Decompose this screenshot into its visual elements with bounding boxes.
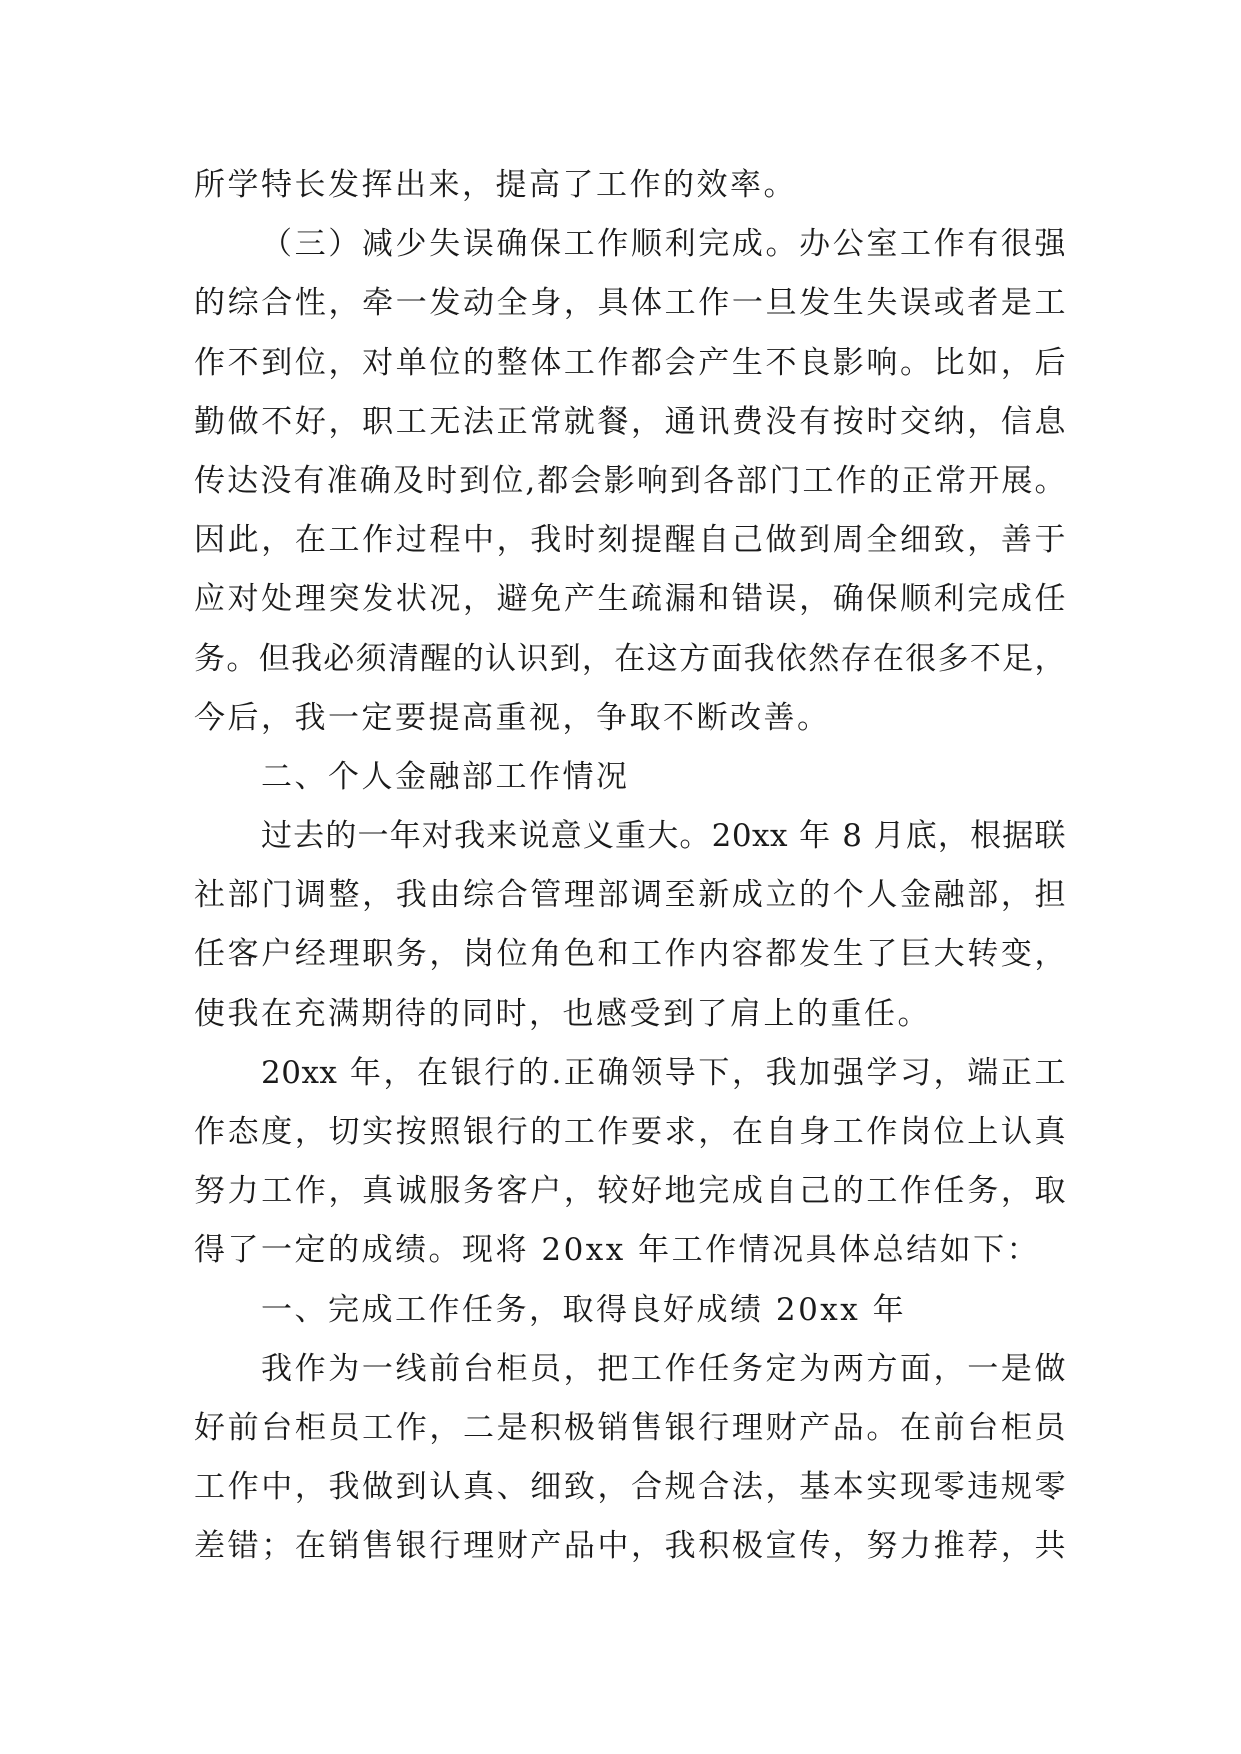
text-line: 因此，在工作过程中，我时刻提醒自己做到周全细致，善于: [194, 522, 1066, 559]
text-line: 今后，我一定要提高重视，争取不断改善。: [194, 699, 831, 736]
text-line: 工作中，我做到认真、细致，合规合法，基本实现零违规零: [194, 1469, 1066, 1506]
paragraph-past-year: [194, 807, 1066, 1044]
paragraph-teller-work: [194, 1340, 1066, 1577]
text-line: 任客户经理职务，岗位角色和工作内容都发生了巨大转变，: [194, 936, 1066, 973]
text-line: 务。但我必须清醒的认识到，在这方面我依然存在很多不足，: [194, 640, 1066, 677]
text-line: 得了一定的成绩。现将 20xx 年工作情况具体总结如下：: [194, 1232, 1041, 1269]
text-line: （三）减少失误确保工作顺利完成。办公室工作有很强: [261, 226, 1066, 263]
text-line: 的综合性，牵一发动全身，具体工作一旦发生失误或者是工: [194, 285, 1066, 322]
heading-line: 二、个人金融部工作情况: [261, 758, 630, 795]
text-line: 过去的一年对我来说意义重大。20xx 年 8 月底，根据联: [261, 818, 1066, 855]
document-body: [194, 156, 1066, 1577]
text-line: 应对处理突发状况，避免产生疏漏和错误，确保顺利完成任: [194, 581, 1066, 618]
section-heading: [194, 748, 1066, 807]
paragraph-annual-summary: [194, 1044, 1066, 1281]
text-line: 差错；在销售银行理财产品中，我积极宣传，努力推荐，共: [194, 1528, 1066, 1565]
text-line: 我作为一线前台柜员，把工作任务定为两方面，一是做: [261, 1350, 1066, 1387]
text-line: 努力工作，真诚服务客户，较好地完成自己的工作任务，取: [194, 1173, 1066, 1210]
text-line: 传达没有准确及时到位,都会影响到各部门工作的正常开展。: [194, 462, 1066, 499]
paragraph-reduce-errors: [194, 215, 1066, 748]
text-line: 勤做不好，职工无法正常就餐，通讯费没有按时交纳，信息: [194, 403, 1066, 440]
text-line: 所学特长发挥出来，提高了工作的效率。: [194, 167, 797, 203]
text-line: 作态度，切实按照银行的工作要求，在自身工作岗位上认真: [194, 1114, 1066, 1150]
heading-line: 一、完成工作任务，取得良好成绩 20xx 年: [261, 1291, 907, 1328]
text-line: 作不到位，对单位的整体工作都会产生不良影响。比如，后: [194, 344, 1066, 381]
text-line: 使我在充满期待的同时，也感受到了肩上的重任。: [194, 995, 931, 1032]
text-line: 社部门调整，我由综合管理部调至新成立的个人金融部，担: [194, 877, 1066, 914]
text-line: 好前台柜员工作，二是积极销售银行理财产品。在前台柜员: [194, 1409, 1066, 1446]
paragraph-continuation: [194, 156, 1066, 215]
subsection-heading: [194, 1281, 1066, 1340]
text-line: 20xx 年，在银行的.正确领导下，我加强学习，端正工: [261, 1054, 1066, 1091]
